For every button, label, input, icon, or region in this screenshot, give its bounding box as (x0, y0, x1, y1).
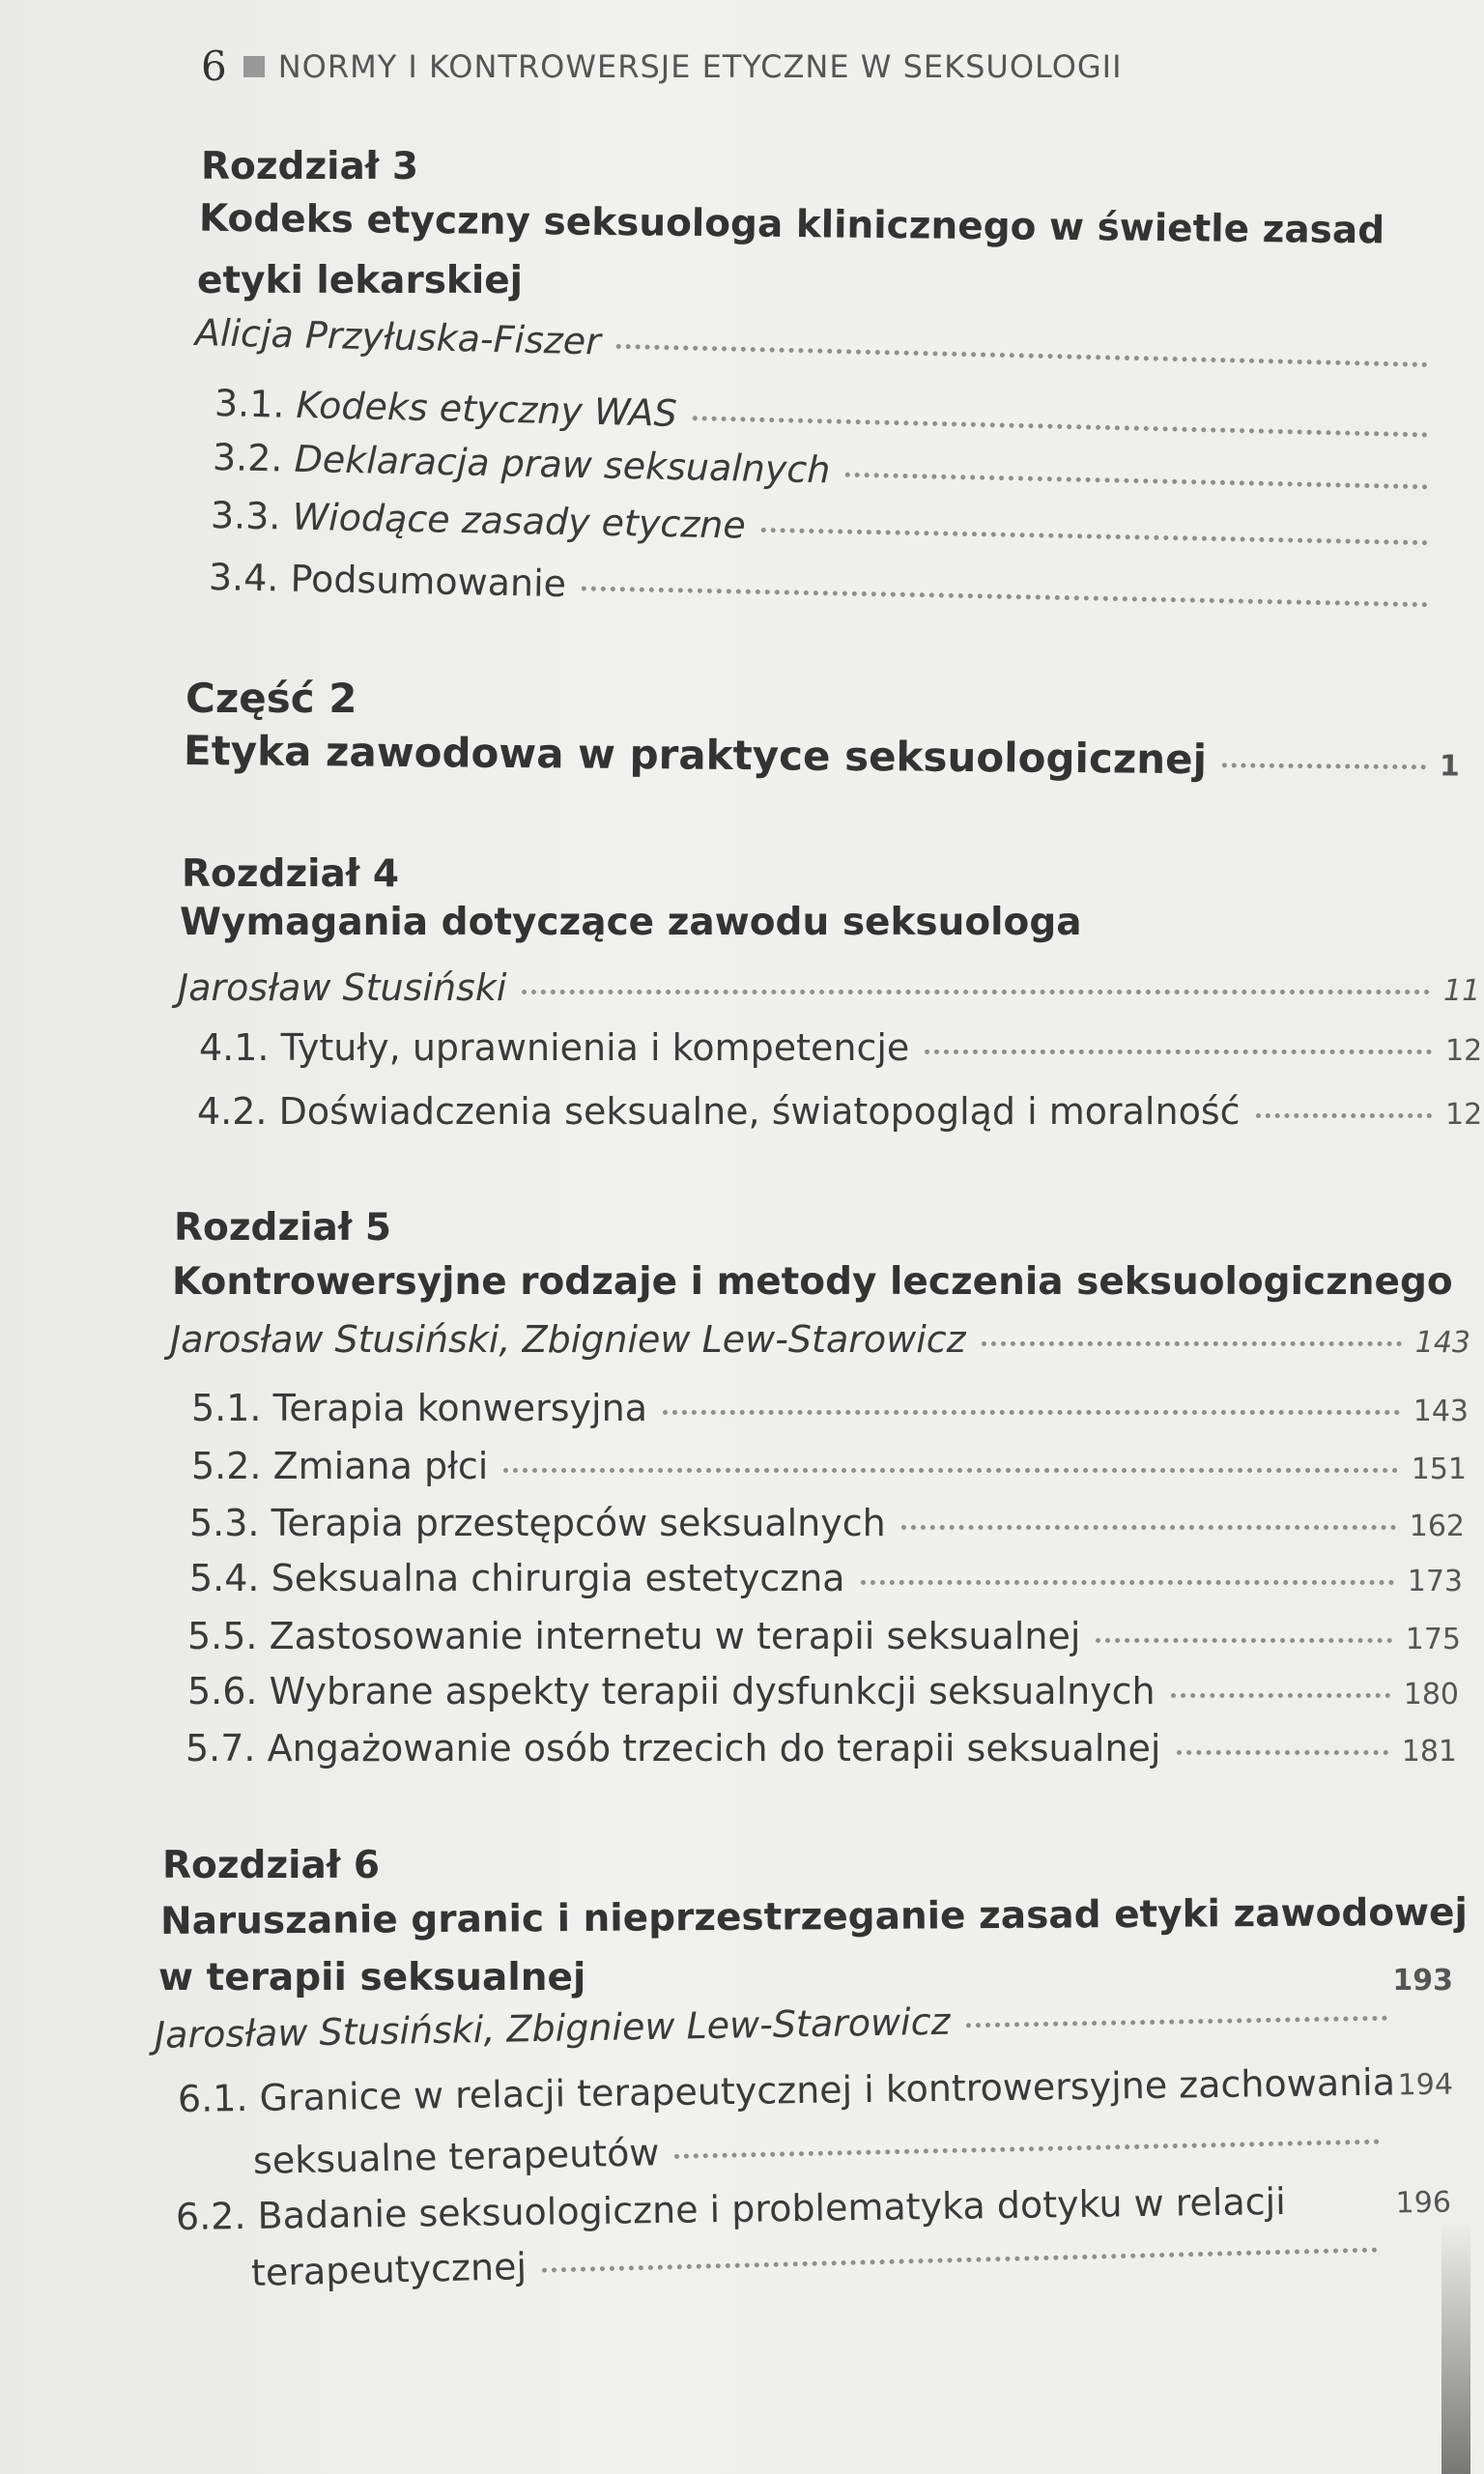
section-title: Terapia przestępców seksualnych (271, 1502, 886, 1544)
toc-chapter-title-row[interactable] (158, 1956, 1453, 1999)
toc-author-row[interactable] (195, 311, 1442, 382)
dot-leader (674, 2140, 1379, 2159)
page-number: 175 (1405, 1623, 1461, 1656)
toc-section-row[interactable] (211, 494, 1442, 560)
page-number: 143 (1413, 1395, 1469, 1428)
section-number: 5.5. (187, 1615, 258, 1657)
chapter-title (197, 259, 523, 302)
dot-leader (925, 1050, 1432, 1054)
chapter-title (180, 901, 1082, 944)
section-title: Deklaracja praw seksualnych (294, 437, 831, 492)
author-name: Jarosław Stusiński, Zbigniew Lew-Starowicz (154, 1999, 951, 2057)
toc-section-row[interactable] (209, 556, 1442, 621)
section-number: 3.4. (208, 556, 279, 600)
dot-leader (861, 1580, 1394, 1585)
chapter-title-line: Naruszanie granic i nieprzestrzeganie zasad etyki zawodowej (159, 1890, 1469, 1943)
toc-author-row[interactable] (178, 966, 1482, 1009)
section-title: Granice w relacji terapeutycznej i kontrowersyjne zachowania (259, 2060, 1396, 2119)
chapter-label (182, 852, 399, 896)
dot-leader (982, 1341, 1402, 1346)
section-number: 3.2. (212, 436, 283, 480)
dot-leader (1256, 1113, 1432, 1118)
section-title: Seksualna chirurgia estetyczna (271, 1557, 845, 1599)
chapter-title-line: Kontrowersyjne rodzaje i metody leczenia seksuologicznego (172, 1260, 1453, 1304)
section-title: terapeutycznej (250, 2245, 528, 2294)
chapter-label (201, 145, 418, 188)
section-number: 3.1. (214, 382, 285, 426)
section-number: 5.7. (186, 1727, 256, 1769)
section-number: 5.6. (187, 1670, 258, 1712)
chapter-label-text: Rozdział 3 (201, 145, 419, 188)
part-title: Etyka zawodowa w praktyce seksuologicznej (183, 727, 1208, 784)
toc-part-row[interactable] (184, 727, 1478, 786)
page-number: 11 (1443, 974, 1481, 1008)
page-number: 173 (1407, 1565, 1463, 1598)
dot-leader (966, 2016, 1387, 2028)
page-number: 181 (1401, 1735, 1457, 1769)
toc-section-row[interactable] (191, 1445, 1467, 1487)
toc-section-row[interactable] (189, 1502, 1465, 1544)
toc-section-row[interactable] (189, 1557, 1463, 1599)
dot-leader (503, 1468, 1397, 1473)
section-title: Wybrane aspekty terapii dysfunkcji seksualnych (269, 1670, 1156, 1712)
section-title: Kodeks etyczny WAS (296, 383, 678, 435)
dot-leader (693, 416, 1428, 437)
running-title: NORMY I KONTROWERSJE ETYCZNE W SEKSUOLOGII (277, 47, 1123, 85)
dot-leader (1222, 762, 1426, 769)
chapter-title (199, 197, 1385, 253)
dot-leader (663, 1410, 1400, 1415)
chapter-label (174, 1206, 391, 1250)
section-number: 6.1. (177, 2076, 248, 2120)
toc-section-row[interactable] (186, 1727, 1457, 1769)
dot-leader (542, 2248, 1378, 2273)
page-number: 143 (1414, 1326, 1470, 1360)
toc-section-row[interactable] (187, 1615, 1461, 1657)
chapter-title-line: Wymagania dotyczące zawodu seksuologa (180, 901, 1082, 944)
dot-leader (1171, 1693, 1390, 1698)
page-number: 193 (1392, 1964, 1453, 1998)
chapter-title-line: Kodeks etyczny seksuologa klinicznego w świetle zasad (198, 196, 1385, 253)
dot-leader (522, 990, 1430, 994)
section-title: Zmiana płci (272, 1445, 489, 1487)
toc-section-row[interactable] (191, 1387, 1469, 1429)
section-title: Terapia konwersyjna (272, 1387, 647, 1429)
page-number: 6 (201, 43, 228, 90)
chapter-title-line: etyki lekarskiej (197, 259, 524, 302)
page-number: 1 (1439, 749, 1460, 784)
page-number: 151 (1411, 1453, 1467, 1486)
page-number: 162 (1409, 1510, 1465, 1543)
chapter-title (160, 1891, 1468, 1943)
part-label-text: Część 2 (186, 675, 357, 722)
author-name: Jarosław Stusiński (178, 966, 507, 1009)
chapter-label-text: Rozdział 6 (162, 1844, 381, 1887)
page-number: 180 (1403, 1678, 1459, 1712)
dot-leader (1177, 1750, 1388, 1755)
toc-section-row[interactable] (187, 1670, 1459, 1712)
section-number: 5.3. (189, 1502, 260, 1544)
section-number: 4.2. (197, 1090, 268, 1133)
section-number: 5.4. (189, 1557, 260, 1599)
section-title: Tytuły, uprawnienia i kompetencje (280, 1026, 910, 1069)
section-number: 6.2. (175, 2194, 246, 2238)
dot-leader (901, 1525, 1396, 1530)
part-label (186, 675, 357, 722)
dot-leader (845, 473, 1428, 490)
section-number: 4.1. (199, 1026, 270, 1069)
dot-leader (1096, 1638, 1391, 1643)
page-number: 12 (1445, 1034, 1483, 1068)
author-name: Alicja Przyłuska-Fiszer (194, 311, 602, 363)
page-number: 12 (1445, 1098, 1483, 1132)
toc-author-row[interactable] (170, 1318, 1470, 1361)
section-number: 3.3. (210, 494, 281, 538)
toc-section-row[interactable] (178, 2060, 1453, 2120)
section-number: 5.2. (191, 1445, 262, 1487)
section-title: Angażowanie osób trzecich do terapii seksualnej (267, 1727, 1161, 1769)
section-title: Badanie seksuologiczne i problematyka dotyku w relacji (257, 2179, 1287, 2237)
section-title: Podsumowanie (290, 557, 567, 606)
toc-section-continuation[interactable] (253, 2115, 1394, 2182)
page-edge-shadow (1441, 2223, 1470, 2474)
running-header (201, 43, 1123, 90)
chapter-label-text: Rozdział 4 (182, 852, 400, 896)
toc-section-row[interactable] (199, 1026, 1484, 1069)
chapter-label (162, 1844, 380, 1887)
chapter-label-text: Rozdział 5 (174, 1206, 392, 1250)
section-number: 5.1. (191, 1387, 262, 1429)
dot-leader (616, 344, 1428, 367)
section-title: Wiodące zasady etyczne (292, 495, 747, 547)
chapter-title-line: w terapii seksualnej (158, 1956, 586, 1999)
section-title: Doświadczenia seksualne, światopogląd i moralność (278, 1090, 1241, 1133)
author-name: Jarosław Stusiński, Zbigniew Lew-Starowicz (170, 1318, 966, 1361)
chapter-title (172, 1260, 1453, 1304)
toc-author-row[interactable] (155, 1992, 1402, 2057)
page-number: 194 (1397, 2067, 1454, 2103)
section-title: Zastosowanie internetu w terapii seksualnej (269, 1615, 1081, 1657)
page-number: 196 (1395, 2185, 1452, 2221)
dot-leader (761, 528, 1428, 545)
dot-leader (582, 586, 1428, 607)
square-bullet-icon (243, 56, 265, 77)
section-title: seksualne terapeutów (252, 2131, 660, 2182)
toc-section-row[interactable] (197, 1090, 1484, 1133)
